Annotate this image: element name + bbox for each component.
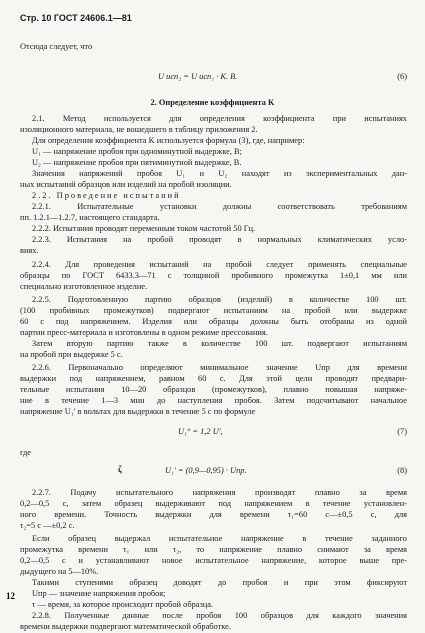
text-line: дыдущего на 5—10%. (20, 567, 99, 576)
formula-6-number: (6) (397, 72, 407, 81)
text-line: виях. (20, 246, 39, 255)
text-line: Uпр — значение напряжения пробоя; (32, 589, 166, 598)
text-line: пп. 1.2.1—1.2.7, настоящего стандарта. (20, 213, 160, 222)
formula-7-number: (7) (397, 427, 407, 436)
subsection-title: 2.2. Проведение испытаний (32, 191, 181, 200)
text-line: выдержки под напряжением, равном 60 с. Для этой цели проводят предвари- (20, 374, 407, 383)
text-line: 2.2.1. Испытательные установки должны соответствовать требованиям (32, 202, 407, 211)
text-line: партии пресс-материала и изготовлены в одном режиме прессования. (20, 328, 268, 337)
text-line: ного времени. Точность выдержки для времени τ₁=60 с—±0,5 с, для (20, 510, 407, 519)
text-line: Если образец выдержал испытательное напряжение в течение заданного (32, 534, 407, 543)
text-line: на пробой при выдержке 5 с. (20, 350, 123, 359)
intro-text: Отсюда следует, что (20, 42, 93, 51)
text-line: 2.2.8. Полученные данные после пробоя 100 образцов для каждого значения (32, 611, 407, 620)
text-line: тельные испытания 10—20 образцов (промежутков), плавно повышая напряже- (20, 385, 407, 394)
text-line: Затем вторую партию также в количестве 100 шт. подвергают испытаниям (32, 339, 407, 348)
text-line: 0,2—0,5 с, затем образец выдерживают под напряжением в течение установлен- (20, 499, 407, 508)
text-line: 2.2.2. Испытания проводят переменным током частотой 50 Гц. (32, 224, 256, 233)
text-line: напряжение U₁′ в вольтах для выдержки в течение 5 с по формуле (20, 407, 256, 416)
text-line: 2.2.6. Первоначально определяют минимальное значение Uпр для времени (32, 363, 407, 372)
text-line: Для определения коэффициента K используется формула (3), где, например: (32, 136, 305, 145)
text-line: 0,2—0,5 с и устанавливают новое испытательное напряжение, которое выше пре- (20, 556, 407, 565)
text-line: 2.1. Метод используется для определения коэффициента при испытаниях (32, 114, 407, 123)
section-title: 2. Определение коэффициента K (150, 98, 275, 107)
text-line: 60 с под напряжением. Изделия или образцы должны быть отобраны из одной (20, 317, 407, 326)
formula-6: U исп₂ = U исп₁ · K. В. (158, 72, 238, 81)
text-line: τ — время, за которое происходит пробой образца. (32, 600, 214, 609)
text-line: ние в течение 1—3 мин до наступления пробоя. Затем подсчитывают начальное (20, 396, 407, 405)
text-line: времени выдержки подвергают математической обработке. (20, 622, 231, 631)
text-line: 2.2.5. Подготовленную партию образцов (изделий) в количестве 100 шт. (32, 295, 407, 304)
text-line: изоляционного материала, не вошедшего в таблицу приложения 2. (20, 125, 258, 134)
text-line: 2.2.7. Подачу испытательного напряжения производят плавно за время (32, 488, 407, 497)
formula-8: U₁′ = (0,9—0,95) · Uпр. (165, 466, 247, 475)
page-header: Стр. 10 ГОСТ 24606.1—81 (20, 13, 132, 23)
text-line: Такими ступенями образец доводят до пробоя и при этом фиксируют (32, 578, 407, 587)
where-label: где (20, 448, 31, 457)
text-line: 2.2.4. Для проведения испытаний на пробой следует применять специальные (32, 260, 407, 269)
text-line: (100 пробивных промежутков) подвергают испытаниям на пробой или выдержке (20, 306, 407, 315)
text-line: образцы по ГОСТ 6433.3—71 с толщиной пробивного промежутка 1±0,1 мм или (20, 271, 407, 280)
text-line: специально изготовленное изделие. (20, 282, 148, 291)
text-line: ных испытаний образцов или изделий на пробой изоляции. (20, 180, 232, 189)
page-number: 12 (6, 591, 19, 601)
text-line: U₂ — напряжение пробоя при пятиминутной выдержке, В. (32, 158, 242, 167)
text-line: 2.2.3. Испытания на пробой проводят в нормальных климатических усло- (32, 235, 407, 244)
text-line: промежутка времени τ₁ или τ₂, то напряжение плавно снимают за время (20, 545, 407, 554)
text-line: U₁ — напряжение пробоя при одноминутной выдержке, В; (32, 147, 242, 156)
text-line: τ₂=5 с —±0,2 с. (20, 521, 75, 530)
formula-8-number: (8) (397, 466, 407, 475)
formula-7: U₁° = 1,2 U′, (178, 427, 223, 436)
margin-mark: ζ (118, 464, 122, 474)
text-line: Значения напряжений пробоя U₁ и U₂ находят из экспериментальных дан- (32, 169, 407, 178)
